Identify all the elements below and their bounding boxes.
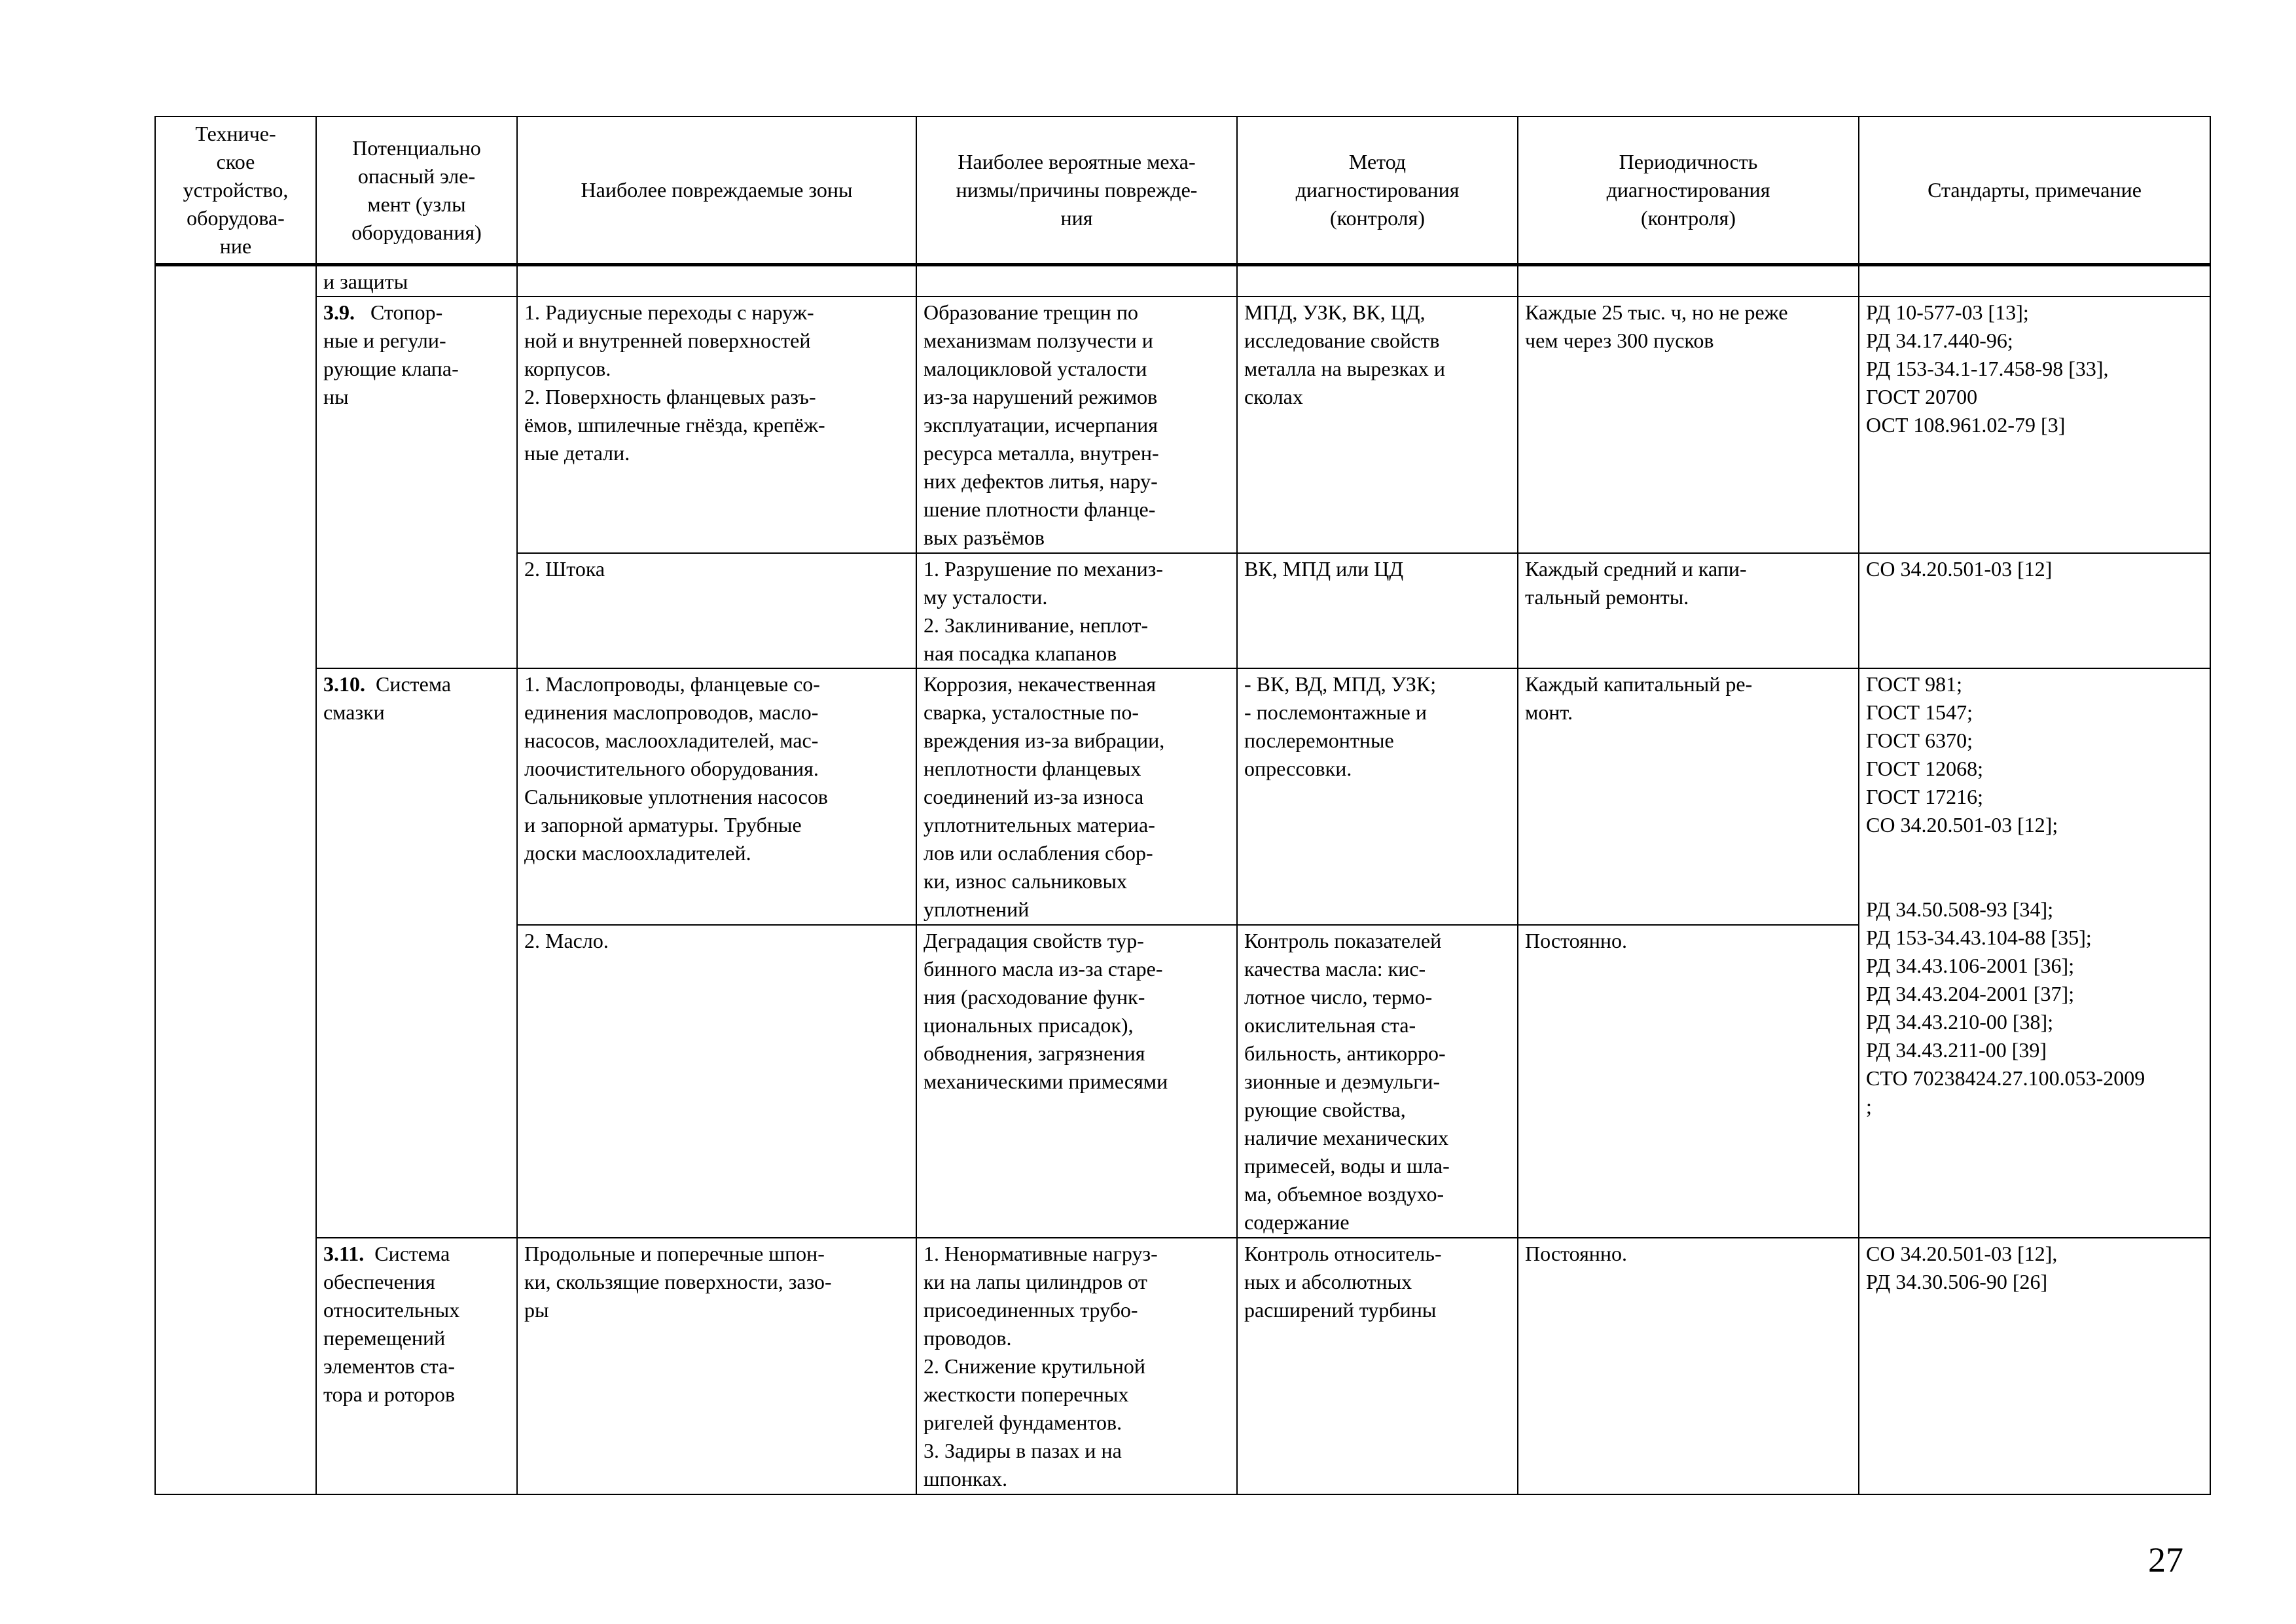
device-cell bbox=[155, 265, 316, 1495]
period-cell: Каждый капитальный ре- монт. bbox=[1518, 668, 1859, 925]
standards-cell: РД 10-577-03 [13]; РД 34.17.440-96; РД 153-34.1-17.458-98 [33], ГОСТ 20700 ОСТ 108.961.02-79 [3] bbox=[1859, 297, 2210, 553]
header-mechanisms: Наиболее вероятные меха- низмы/причины поврежде- ния bbox=[916, 117, 1237, 265]
table-row bbox=[155, 1238, 2210, 1494]
period-cell: Постоянно. bbox=[1518, 925, 1859, 1238]
method-cell: МПД, УЗК, ВК, ЦД, исследование свойств металла на вырезках и сколах bbox=[1237, 297, 1518, 553]
element-number: 3.9. bbox=[323, 300, 355, 324]
mechanism-cell: Образование трещин по механизмам ползучести и малоцикловой усталости из-за нарушений режимов эксплуатации, исчерпания ресурса металла, внутрен- них дефектов литья, нару- шение плотности фланце- вых разъёмов bbox=[916, 297, 1237, 553]
header-row bbox=[155, 117, 2210, 265]
continuation-text: и защиты bbox=[316, 265, 517, 297]
header-element: Потенциально опасный эле- мент (узлы оборудования) bbox=[316, 117, 517, 265]
continuation-row bbox=[155, 265, 2210, 297]
period-cell: Постоянно. bbox=[1518, 1238, 1859, 1494]
table-row bbox=[155, 668, 2210, 925]
page-number: 27 bbox=[2148, 1540, 2183, 1579]
zone-cell: 2. Штока bbox=[517, 553, 916, 668]
zone-cell: 1. Радиусные переходы с наруж- ной и внутренней поверхностей корпусов. 2. Поверхность фланцевых разъ- ёмов, шпилечные гнёзда, крепёж- ные детали. bbox=[517, 297, 916, 553]
method-cell: Контроль относитель- ных и абсолютных расширений турбины bbox=[1237, 1238, 1518, 1494]
standards-cell: СО 34.20.501-03 [12] bbox=[1859, 553, 2210, 668]
period-cell: Каждый средний и капи- тальный ремонты. bbox=[1518, 553, 1859, 668]
header-device: Техниче- ское устройство, оборудова- ние bbox=[155, 117, 316, 265]
zone-cell: Продольные и поперечные шпон- ки, скользящие поверхности, зазо- ры bbox=[517, 1238, 916, 1494]
element-name: Система смазки bbox=[323, 672, 452, 724]
element-3-9 bbox=[316, 297, 517, 668]
mechanism-cell: 1. Разрушение по механиз- му усталости. 2. Заклинивание, неплот- ная посадка клапанов bbox=[916, 553, 1237, 668]
element-name: Стопор- ные и регули- рующие клапа- ны bbox=[323, 300, 459, 408]
element-number: 3.11. bbox=[323, 1242, 365, 1265]
element-3-11 bbox=[316, 1238, 517, 1494]
mechanism-cell: 1. Ненормативные нагруз- ки на лапы цилиндров от присоединенных трубо- проводов. 2. Снижение крутильной жесткости поперечных ригелей фундаментов. 3. Задиры в пазах и на шпонках. bbox=[916, 1238, 1237, 1494]
header-method: Метод диагностирования (контроля) bbox=[1237, 117, 1518, 265]
zone-cell: 1. Маслопроводы, фланцевые со- единения маслопроводов, масло- насосов, маслоохладителей, мас- лоочистительного оборудования. Сальниковые уплотнения насосов и запорной арматуры. Трубные доски маслоохладителей. bbox=[517, 668, 916, 925]
header-periodicity: Периодичность диагностирования (контроля) bbox=[1518, 117, 1859, 265]
period-cell: Каждые 25 тыс. ч, но не реже чем через 300 пусков bbox=[1518, 297, 1859, 553]
element-name: Система обеспечения относительных перемещений элементов ста- тора и роторов bbox=[323, 1242, 460, 1406]
header-zones: Наиболее повреждаемые зоны bbox=[517, 117, 916, 265]
standards-cell: ГОСТ 981; ГОСТ 1547; ГОСТ 6370; ГОСТ 12068; ГОСТ 17216; СО 34.20.501-03 [12]; РД 34.50.508-93 [34]; РД 153-34.43.104-88 [35]; РД 34.43.106-2001 [36]; РД 34.43.204-2001 [37]; РД 34.43.210-00 [38]; РД 34.43.211-00 [39] СТО 70238424.27.100.053-2009 ; bbox=[1859, 668, 2210, 1238]
zone-cell: 2. Масло. bbox=[517, 925, 916, 1238]
mechanism-cell: Коррозия, некачественная сварка, усталостные по- вреждения из-за вибрации, неплотности фланцевых соединений из-за износа уплотнительных материа- лов или ослабления сбор- ки, износ сальниковых уплотнений bbox=[916, 668, 1237, 925]
element-number: 3.10. bbox=[323, 672, 365, 696]
method-cell: Контроль показателей качества масла: кис- лотное число, термо- окислительная ста- бильность, антикорро- зионные и деэмульги- рующие свойства, наличие механических примесей, воды и шла- ма, объемное воздухо- содержание bbox=[1237, 925, 1518, 1238]
header-standards: Стандарты, примечание bbox=[1859, 117, 2210, 265]
standards-cell: СО 34.20.501-03 [12], РД 34.30.506-90 [26] bbox=[1859, 1238, 2210, 1494]
method-cell: - ВК, ВД, МПД, УЗК; - послемонтажные и послеремонтные опрессовки. bbox=[1237, 668, 1518, 925]
method-cell: ВК, МПД или ЦД bbox=[1237, 553, 1518, 668]
mechanism-cell: Деградация свойств тур- бинного масла из-за старе- ния (расходование функ- циональных присадок), обводнения, загрязнения механическими примесями bbox=[916, 925, 1237, 1238]
table-row bbox=[155, 297, 2210, 553]
diagnostics-table bbox=[154, 116, 2211, 1495]
element-3-10 bbox=[316, 668, 517, 1238]
